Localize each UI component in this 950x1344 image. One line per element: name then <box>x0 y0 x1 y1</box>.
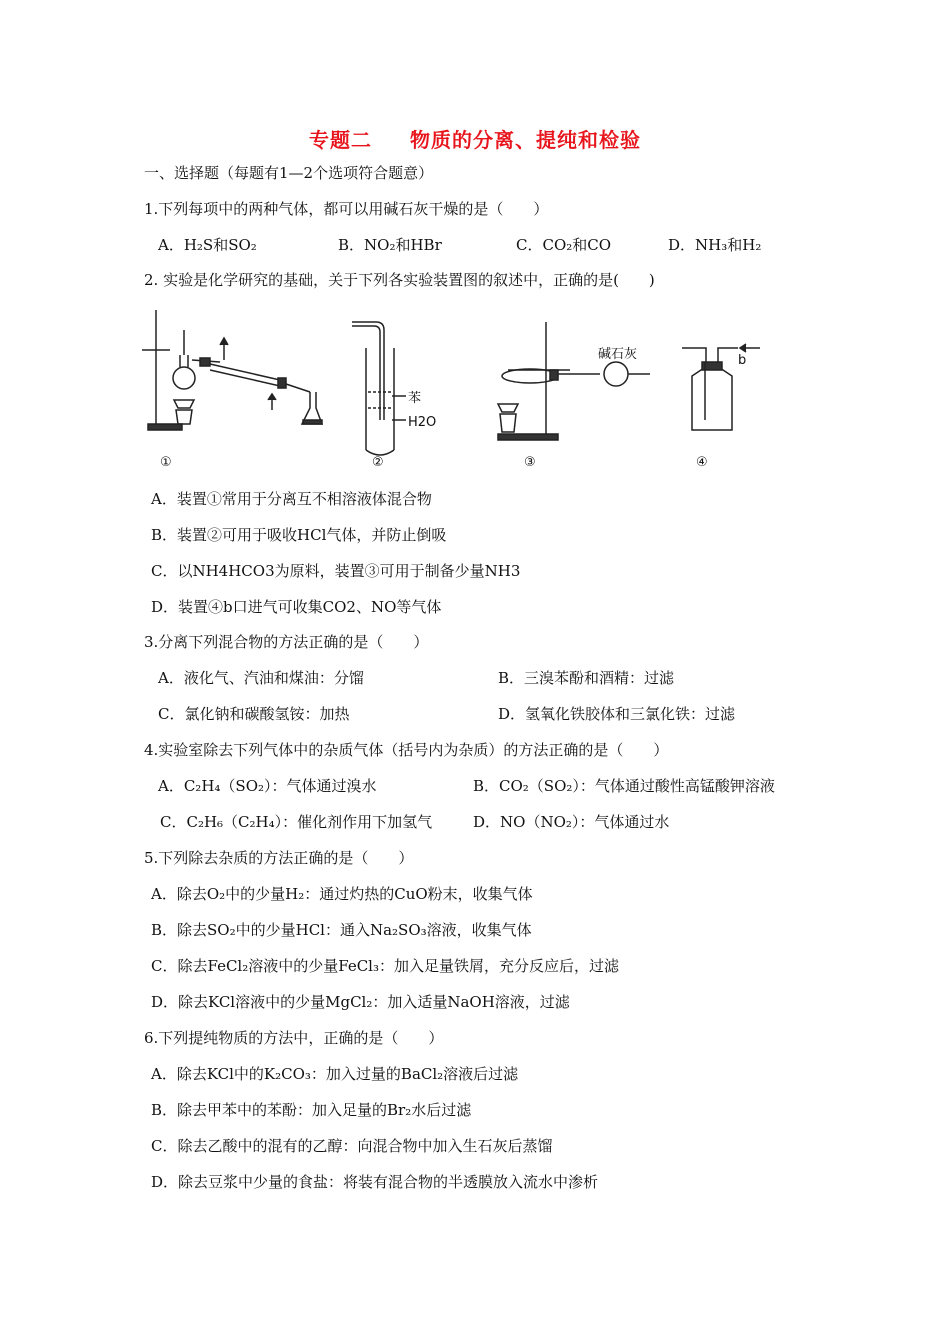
q2-stem: 2. 实验是化学研究的基础，关于下列各实验装置图的叙述中，正确的是( ) <box>144 271 655 289</box>
q2-option-d: D．装置④b口进气可收集CO2、NO等气体 <box>151 598 442 616</box>
fig-label-3: ③ <box>524 455 536 470</box>
q1-option-b: B．NO₂和HBr <box>338 236 442 254</box>
fig-label-benzene: 苯 <box>408 391 422 406</box>
q2-option-b: B．装置②可用于吸收HCl气体，并防止倒吸 <box>151 526 447 544</box>
q4-option-c: C．C₂H₆（C₂H₄）：催化剂作用下加氢气 <box>160 813 433 831</box>
q6-option-c: C．除去乙酸中的混有的乙醇：向混合物中加入生石灰后蒸馏 <box>151 1137 553 1155</box>
q3-option-c: C．氯化钠和碳酸氢铵：加热 <box>158 705 350 723</box>
fig-label-b: b <box>738 353 747 368</box>
section-heading: 一、选择题（每题有1—2个选项符合题意） <box>144 164 434 182</box>
q5-option-c: C．除去FeCl₂溶液中的少量FeCl₃：加入足量铁屑，充分反应后，过滤 <box>151 957 619 975</box>
q5-option-b: B．除去SO₂中的少量HCl：通入Na₂SO₃溶液，收集气体 <box>151 921 532 939</box>
q5-option-d: D．除去KCl溶液中的少量MgCl₂：加入适量NaOH溶液，过滤 <box>151 993 570 1011</box>
fig-label-sodalime: 碱石灰 <box>598 347 638 362</box>
fig-label-4: ④ <box>696 455 708 470</box>
q1-option-c: C．CO₂和CO <box>516 236 612 254</box>
q5-option-a: A．除去O₂中的少量H₂：通过灼热的CuO粉末，收集气体 <box>151 885 533 903</box>
q6-option-a: A．除去KCl中的K₂CO₃：加入过量的BaCl₂溶液后过滤 <box>151 1065 519 1083</box>
apparatus-figure <box>140 300 780 470</box>
apparatus-2-absorption <box>352 322 406 455</box>
q4-option-a: A．C₂H₄（SO₂）：气体通过溴水 <box>158 777 377 795</box>
page-title <box>0 124 950 153</box>
q2-option-c: C．以NH4HCO3为原料，装置③可用于制备少量NH3 <box>151 562 521 580</box>
q3-option-a: A．液化气、汽油和煤油：分馏 <box>158 669 364 687</box>
apparatus-1-distillation <box>142 310 322 430</box>
q5-stem: 5.下列除去杂质的方法正确的是（ ） <box>144 849 414 867</box>
q1-option-a: A．H₂S和SO₂ <box>158 236 257 254</box>
q1-option-d: D．NH₃和H₂ <box>668 236 762 254</box>
fig-label-2: ② <box>372 455 384 470</box>
q4-stem: 4.实验室除去下列气体中的杂质气体（括号内为杂质）的方法正确的是（ ） <box>144 741 669 759</box>
q3-option-b: B．三溴苯酚和酒精：过滤 <box>498 669 675 687</box>
apparatus-3-heating <box>498 322 650 440</box>
q4-option-d: D．NO（NO₂）：气体通过水 <box>473 813 670 831</box>
apparatus-4-bottle <box>682 344 760 430</box>
q6-stem: 6.下列提纯物质的方法中，正确的是（ ） <box>144 1029 444 1047</box>
title-part2: 物质的分离、提纯和检验 <box>410 128 641 152</box>
q2-option-a: A．装置①常用于分离互不相溶液体混合物 <box>151 490 432 508</box>
q4-option-b: B．CO₂（SO₂）：气体通过酸性高锰酸钾溶液 <box>473 777 775 795</box>
fig-label-water: H2O <box>408 415 437 430</box>
q3-option-d: D．氢氧化铁胶体和三氯化铁：过滤 <box>498 705 736 723</box>
fig-label-1: ① <box>160 455 172 470</box>
q6-option-d: D．除去豆浆中少量的食盐：将装有混合物的半透膜放入流水中渗析 <box>151 1173 599 1191</box>
q3-stem: 3.分离下列混合物的方法正确的是（ ） <box>144 633 429 651</box>
title-part1: 专题二 <box>309 128 372 152</box>
q6-option-b: B．除去甲苯中的苯酚：加入足量的Br₂水后过滤 <box>151 1101 472 1119</box>
q1-stem: 1.下列每项中的两种气体，都可以用碱石灰干燥的是（ ） <box>144 200 549 218</box>
